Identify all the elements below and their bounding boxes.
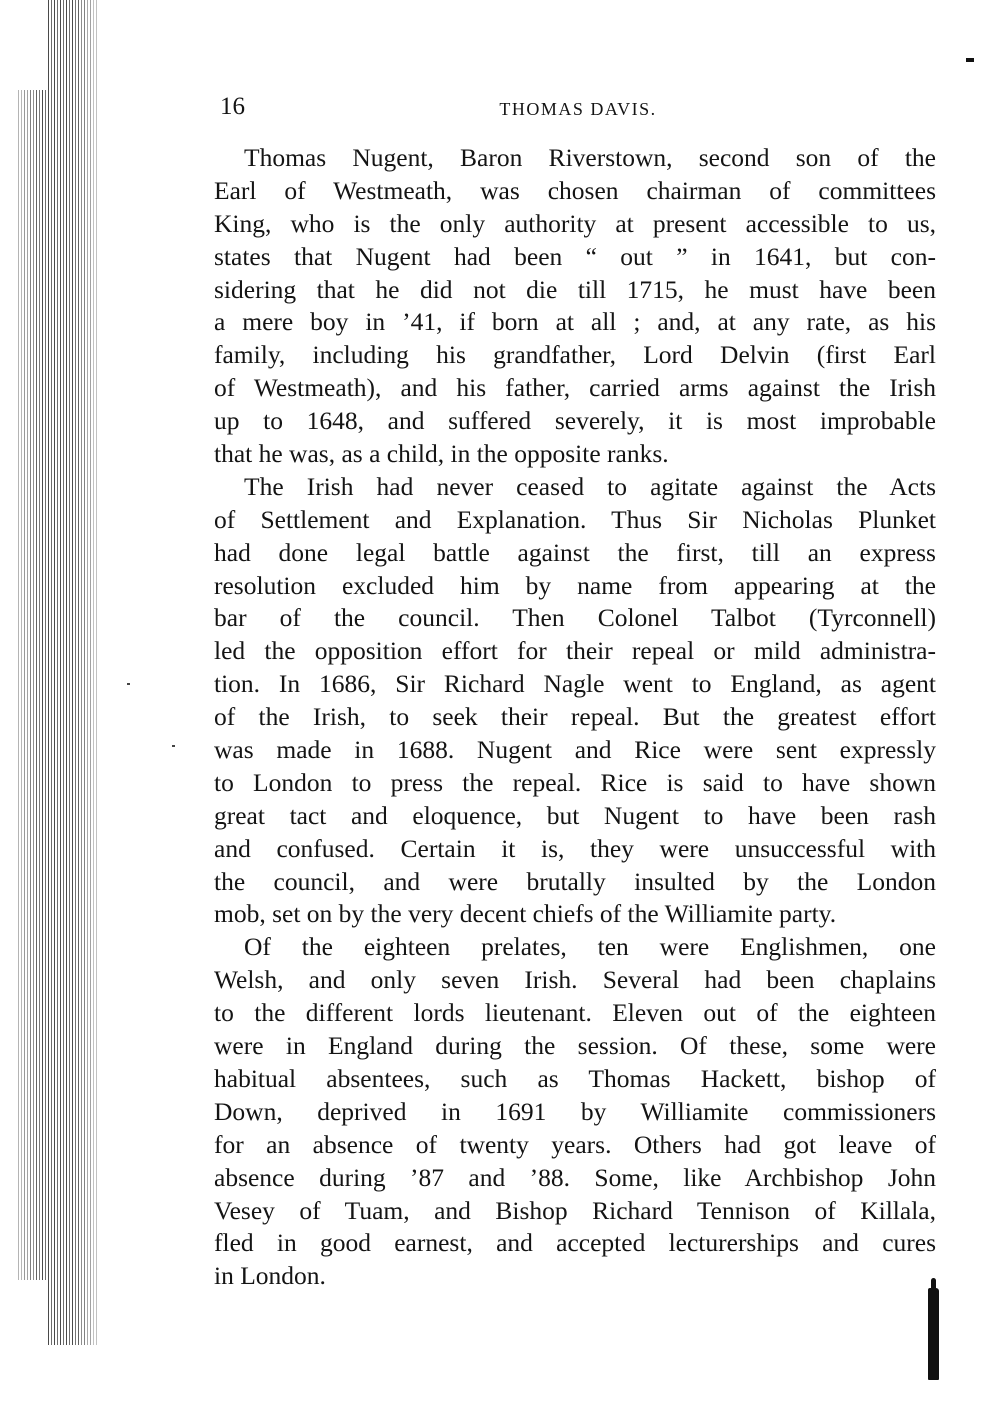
text-line: to London to press the repeal. Rice is said to have shown <box>214 767 936 797</box>
text-line: Vesey of Tuam, and Bishop Richard Tennison of Killala, <box>214 1195 936 1225</box>
binding-gap-bottom <box>18 1280 48 1350</box>
text-line: of Settlement and Explanation. Thus Sir Nicholas Plunket <box>214 504 936 534</box>
text-line: to the different lords lieutenant. Eleven out of the eighteen <box>214 998 936 1028</box>
text-line: up to 1648, and suffered severely, it is most improbable <box>214 406 936 436</box>
text-line: led the opposition effort for their repeal or mild administra- <box>214 636 936 666</box>
text-line: Earl of Westmeath, was chosen chairman of committees <box>214 175 936 205</box>
text-line: was made in 1688. Nugent and Rice were sent expressly <box>214 735 936 765</box>
running-head: THOMAS DAVIS. <box>499 99 657 119</box>
text-line: mob, set on by the very decent chiefs of the Williamite party. <box>214 899 837 929</box>
text-line: that he was, as a child, in the opposite ranks. <box>214 439 669 469</box>
paragraph <box>214 142 936 471</box>
scan-mark-top-right <box>966 58 974 62</box>
page-header <box>220 92 936 122</box>
text-line: of the Irish, to seek their repeal. But the greatest effort <box>214 702 936 732</box>
text-line: sidering that he did not die till 1715, he must have been <box>214 274 936 304</box>
text-line: were in England during the session. Of these, some were <box>214 1031 936 1061</box>
text-line: the council, and were brutally insulted by the London <box>214 866 936 896</box>
text-line: of Westmeath), and his father, carried arms against the Irish <box>214 373 936 403</box>
book-binding-shading <box>18 0 98 1345</box>
text-line: had done legal battle against the first, till an express <box>214 537 936 567</box>
text-line: King, who is the only authority at present accessible to us, <box>214 208 936 238</box>
page-number: 16 <box>220 93 245 120</box>
text-line: a mere boy in ’41, if born at all ; and, at any rate, as his <box>214 307 936 337</box>
binding-gap-top <box>18 0 48 90</box>
text-line: in London. <box>214 1261 326 1291</box>
text-line: states that Nugent had been “ out ” in 1641, but con- <box>214 241 936 271</box>
scan-speck <box>127 683 130 685</box>
text-line: Thomas Nugent, Baron Riverstown, second son of the <box>244 143 936 172</box>
text-line: absence during ’87 and ’88. Some, like Archbishop John <box>214 1162 936 1192</box>
scan-speck <box>172 745 175 747</box>
text-line: bar of the council. Then Colonel Talbot (Tyrconnell) <box>214 603 936 633</box>
text-line: fled in good earnest, and accepted lecturerships and cures <box>214 1228 936 1258</box>
paragraph <box>214 931 936 1293</box>
text-line: for an absence of twenty years. Others had got leave of <box>214 1129 936 1159</box>
paragraph <box>214 471 936 931</box>
text-line: tion. In 1686, Sir Richard Nagle went to England, as agent <box>214 669 936 699</box>
text-line: family, including his grandfather, Lord Delvin (first Earl <box>214 340 936 370</box>
text-line: resolution excluded him by name from appearing at the <box>214 570 936 600</box>
text-line: habitual absentees, such as Thomas Hackett, bishop of <box>214 1063 936 1093</box>
text-line: The Irish had never ceased to agitate against the Acts <box>244 471 936 501</box>
text-line: Of the eighteen prelates, ten were Englishmen, one <box>244 932 936 962</box>
text-line: and confused. Certain it is, they were unsuccessful with <box>214 833 936 863</box>
text-line: Welsh, and only seven Irish. Several had been chaplains <box>214 965 936 995</box>
text-line: great tact and eloquence, but Nugent to have been rash <box>214 800 936 830</box>
scan-mark-bottom-right <box>928 1288 939 1380</box>
body-text <box>214 142 936 1293</box>
text-line: Down, deprived in 1691 by Williamite commissioners <box>214 1096 936 1126</box>
